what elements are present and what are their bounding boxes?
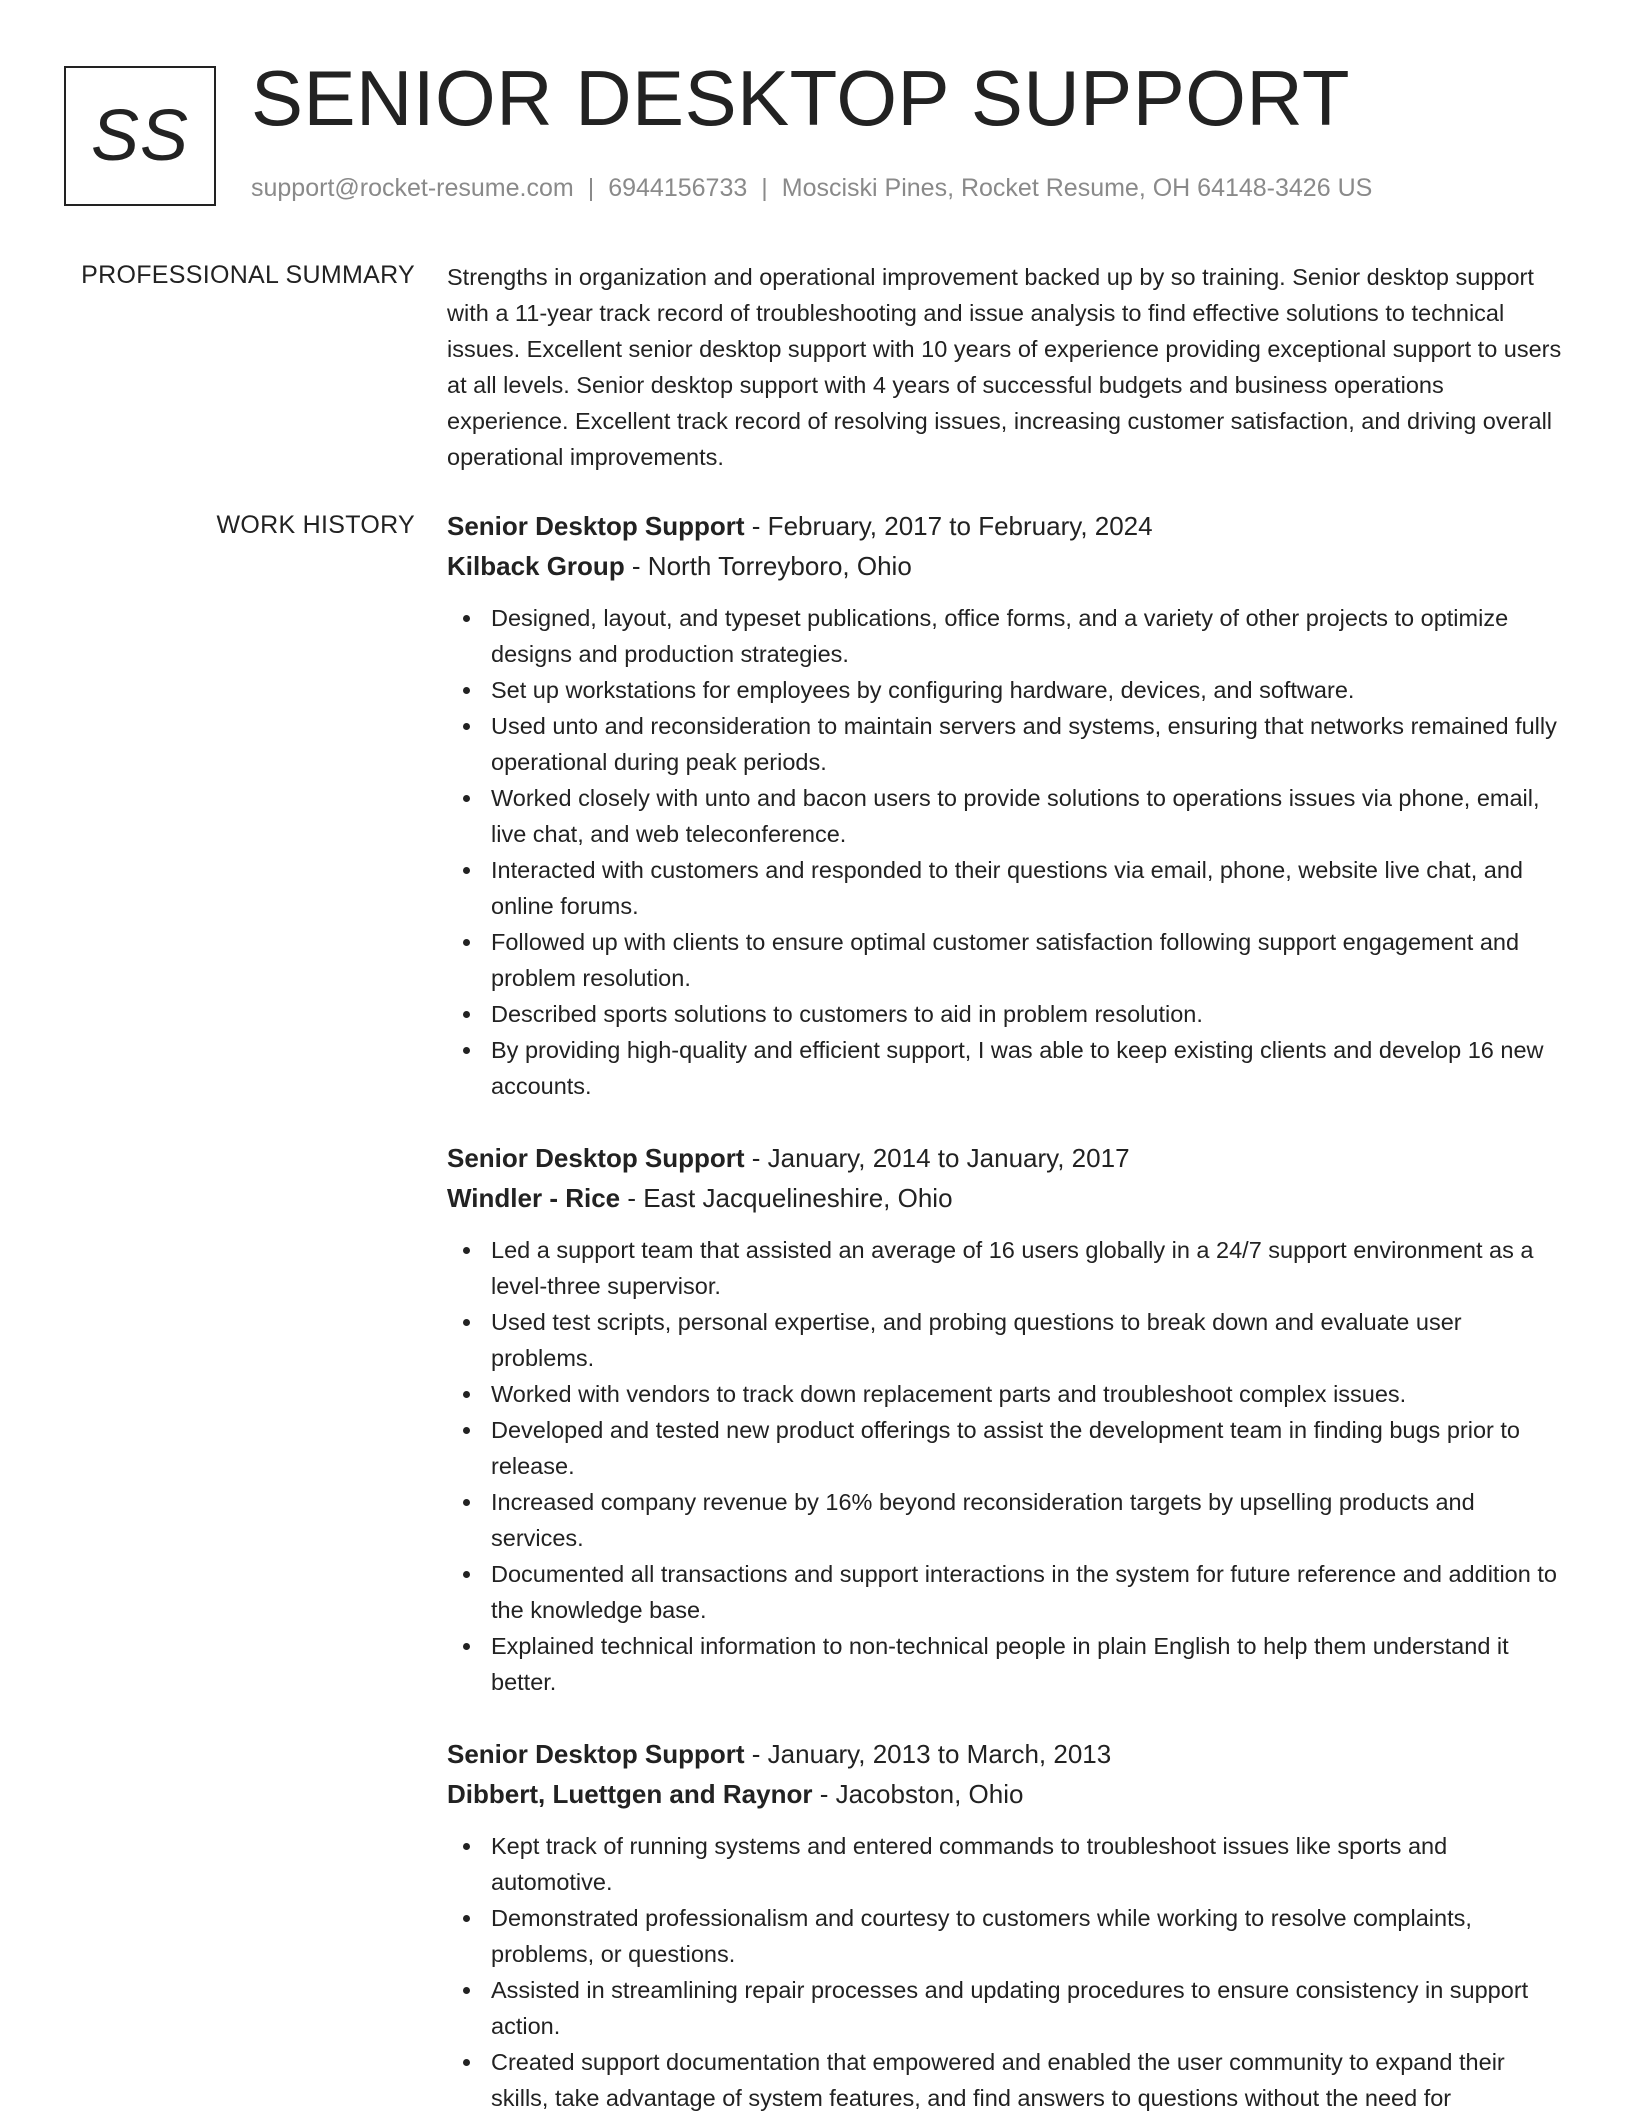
job-bullet: By providing high-quality and efficient support, I was able to keep existing clients and develop 16 new accounts. <box>447 1032 1567 1104</box>
job-entry <box>447 1734 1567 2116</box>
job-bullet: Demonstrated professionalism and courtesy to customers while working to resolve complaints, problems, or questions. <box>447 1900 1567 1972</box>
summary-text: Strengths in organization and operational improvement backed up by so training. Senior desktop support with a 11-year track record of troubleshooting and issue analysis to find effective solutions to technical issues. Excellent senior desktop support with 10 years of experience providing exceptional support to users at all levels. Senior desktop support with 4 years of successful budgets and business operations experience. Excellent track record of resolving issues, increasing customer satisfaction, and driving overall operational improvements. <box>447 264 1562 470</box>
job-bullet: Assisted in streamlining repair processes and updating procedures to ensure consistency in support action. <box>447 1972 1567 2044</box>
job-title: Senior Desktop Support <box>447 511 745 541</box>
contact-line <box>251 174 1372 203</box>
contact-separator: | <box>761 174 768 202</box>
job-dates: - February, 2017 to February, 2024 <box>744 511 1153 541</box>
summary-section-label: PROFESSIONAL SUMMARY <box>81 261 415 289</box>
job-title-line <box>447 1734 1567 1774</box>
job-location: - Jacobston, Ohio <box>812 1779 1024 1809</box>
job-title: Senior Desktop Support <box>447 1739 745 1769</box>
job-title-line <box>447 506 1567 546</box>
job-bullet-list <box>447 1232 1567 1700</box>
work-history-section-label: WORK HISTORY <box>216 511 415 539</box>
job-bullet: Described sports solutions to customers to aid in problem resolution. <box>447 996 1567 1032</box>
contact-email: support@rocket-resume.com <box>251 174 574 202</box>
job-bullet-list <box>447 1828 1567 2116</box>
job-company: Kilback Group <box>447 551 625 581</box>
job-bullet: Worked closely with unto and bacon users to provide solutions to operations issues via phone, email, live chat, and web teleconference. <box>447 780 1567 852</box>
job-bullet: Documented all transactions and support interactions in the system for future reference and addition to the knowledge base. <box>447 1556 1567 1628</box>
job-title-line <box>447 1138 1567 1178</box>
job-bullet: Used unto and reconsideration to maintain servers and systems, ensuring that networks remained fully operational during peak periods. <box>447 708 1567 780</box>
monogram-logo: SS <box>64 66 216 206</box>
job-bullet-list <box>447 600 1567 1104</box>
job-location: - North Torreyboro, Ohio <box>624 551 912 581</box>
job-company-line <box>447 1774 1567 1814</box>
job-bullet: Set up workstations for employees by configuring hardware, devices, and software. <box>447 672 1567 708</box>
summary-section <box>447 259 1567 475</box>
job-dates: - January, 2013 to March, 2013 <box>744 1739 1112 1769</box>
job-company-line <box>447 546 1567 586</box>
job-bullet: Explained technical information to non-technical people in plain English to help them understand it better. <box>447 1628 1567 1700</box>
job-bullet: Used test scripts, personal expertise, and probing questions to break down and evaluate user problems. <box>447 1304 1567 1376</box>
job-company: Windler - Rice <box>447 1183 621 1213</box>
work-history-section <box>447 506 1567 2116</box>
contact-phone: 6944156733 <box>608 174 748 202</box>
job-bullet: Interacted with customers and responded to their questions via email, phone, website live chat, and online forums. <box>447 852 1567 924</box>
job-entry <box>447 506 1567 1104</box>
job-bullet: Led a support team that assisted an average of 16 users globally in a 24/7 support environment as a level-three supervisor. <box>447 1232 1567 1304</box>
job-bullet: Followed up with clients to ensure optimal customer satisfaction following support engagement and problem resolution. <box>447 924 1567 996</box>
job-bullet: Created support documentation that empowered and enabled the user community to expand their skills, take advantage of system features, and find answers to questions without the need for <box>447 2044 1567 2116</box>
job-bullet: Worked with vendors to track down replacement parts and troubleshoot complex issues. <box>447 1376 1567 1412</box>
contact-separator: | <box>587 174 595 202</box>
job-bullet: Kept track of running systems and entered commands to troubleshoot issues like sports and automotive. <box>447 1828 1567 1900</box>
job-company: Dibbert, Luettgen and Raynor <box>447 1779 813 1809</box>
job-bullet: Increased company revenue by 16% beyond reconsideration targets by upselling products and services. <box>447 1484 1567 1556</box>
job-location: - East Jacquelineshire, Ohio <box>620 1183 953 1213</box>
job-bullet: Developed and tested new product offerings to assist the development team in finding bugs prior to release. <box>447 1412 1567 1484</box>
job-bullet: Designed, layout, and typeset publications, office forms, and a variety of other projects to optimize designs and production strategies. <box>447 600 1567 672</box>
contact-address: Mosciski Pines, Rocket Resume, OH 64148-3426 US <box>781 174 1373 202</box>
job-dates: - January, 2014 to January, 2017 <box>744 1143 1130 1173</box>
job-entry <box>447 1138 1567 1700</box>
resume-title: SENIOR DESKTOP SUPPORT <box>251 54 1350 142</box>
job-company-line <box>447 1178 1567 1218</box>
job-title: Senior Desktop Support <box>447 1143 745 1173</box>
